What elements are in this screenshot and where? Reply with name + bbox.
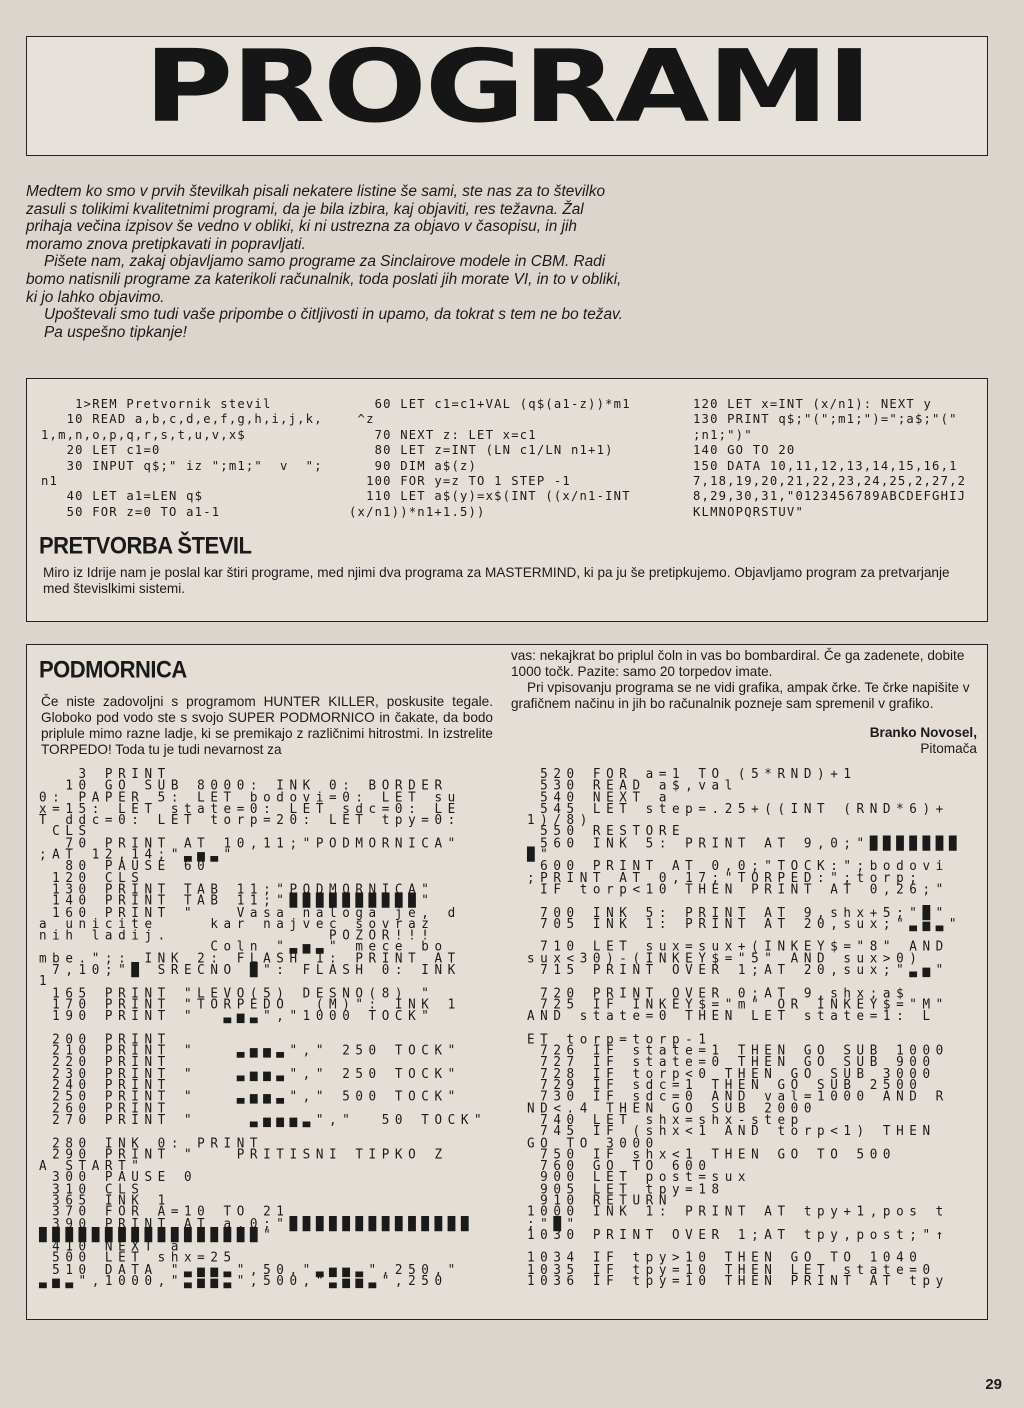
masthead-box [26,28,988,156]
pretvorba-box [26,378,988,622]
intro-paragraph: Medtem ko smo v prvih številkah pisali nekatere listine še sami, ste nas za to številko zasuli s tolikimi kvalitetnimi programi, da je bila izbira, kaj objaviti, res težavna. Žal prihaja večina izpisov še vedno v obliki, ki ni ustrezna za objavo v časopisu, in jih moramo znova pretipkavati in popravljati. [26,183,606,253]
author-place: Pitomača [920,741,977,756]
pretvorba-heading: PRETVORBA ŠTEVIL [39,531,252,560]
code-listing-col3: 120 LET x=INT (x/n1): NEXT y 130 PRINT q$;"(";m1;")=";a$;"(" ;n1;")" 140 GO TO 20 150 DATA 10,11,12,13,14,15,16,1 7,18,19,20,21,22,23,24,25,2,27,2 8,29,30,31,"0123456789ABCDEFGHIJ KLMNOPQRSTUV" [693,397,967,519]
code-listing-col1: 1>REM Pretvornik stevil 10 READ a,b,c,d,e,f,g,h,i,j,k, 1,m,n,o,p,q,r,s,t,u,v,x$ 20 LET c1=0 30 INPUT q$;" iz ";m1;" v "; n1 40 LET a1=LEN q$ 50 FOR z=0 TO a1-1 [41,397,323,519]
podmornica-description: Če niste zadovoljni s programom HUNTER KILLER, poskusite tegale. Globoko pod vodo ste s svojo SUPER PODMORNICO in čakate, da bodo priplule mimo razne ladje, ki se premikajo z različnimi hitrostmi. In izstrelite TORPEDO! Toda tu je tudi nevarnost za [41,694,493,757]
intro-text [26,183,626,341]
podmornica-box [26,644,988,1320]
code-listing-right: 520 FOR a=1 TO (5*RND)+1 530 READ a$,val 540 NEXT a 545 LET step=.25+((INT (RND*6)+ 1)/8) 550 RESTORE 560 INK 5: PRINT AT 9,0;"███████ █" 600 PRINT AT 0,0;"TOCK:";bodovi ;PRINT AT 0,17;"TORPED:";torp; IF torp<10 THEN PRINT AT 0,26;" 700 INK 5: PRINT AT 9,shx+5;"█" 705 INK 1: PRINT AT 20,sux;"▃▅▃" 710 LET sux=sux+(INKEY$="8" AND sux<30)-(INKEY$="5" AND sux>0) 715 PRINT OVER 1;AT 20,sux;"▃▅" 720 PRINT OVER 0;AT 9,shx;a$ 725 IF INKEY$="m" OR INKEY$="M" AND state=0 THEN LET state=1: L ET torp=torp-1 726 IF state=1 THEN GO SUB 1000 727 IF state=0 THEN GO SUB 900 728 IF torp<0 THEN GO SUB 3000 729 IF sdc=1 THEN GO SUB 2500 730 IF sdc=0 AND val=1000 AND R ND<.4 THEN GO SUB 2000 740 LET shx=shx-step 745 IF (shx<1 AND torp<1) THEN GO TO 3000 750 IF shx<1 THEN GO TO 500 760 GO TO 600 900 LET post=sux 905 LET tpy=18 910 RETURN 1000 INK 1: PRINT AT tpy+1,pos t ;"█" 1030 PRINT OVER 1;AT tpy,post;"↑ 1034 IF tpy>10 THEN GO TO 1040 1035 IF tpy=10 THEN LET state=0 1036 IF tpy=10 THEN PRINT AT tpy [527,765,963,1289]
pretvorba-note: Miro iz Idrije nam je poslal kar štiri programe, med njimi dva programa za MASTERMIND, ki pa ju še pretipkujemo. Objavljamo program za pretvarjanje med števislkimi sistemi. [43,565,950,596]
author-name: Branko Novosel, [869,725,977,740]
code-listing-left: 3 PRINT 10 GO SUB 8000: INK 0: BORDER 0: PAPER 5: LET bodovi=0: LET su x=15: LET state=0: LET sdc=0: LE T ddc=0: LET torp=20: LET tpy=0: CLS 70 PRINT AT 10,11;"PODMORNICA" ;AT 12,14;"▃▅▃" 80 PAUSE 60 120 CLS 130 PRINT TAB 11;"PODMORNICA" 140 PRINT TAB 11;"██████████" 160 PRINT " Vasa naloga je, d a unicite kar najvec sovraz nih ladij. POZOR!!! Coln "▃▅▃" mece bo mbe.";: INK 2: FLASH 1: PRINT AT 7,10;"█ SRECNO █": FLASH 0: INK 1 165 PRINT "LEVO(5) DESNO(8) " 170 PRINT "TORPEDO (M)": INK 1 190 PRINT " ▃▅▃","1000 TOCK" 200 PRINT 210 PRINT " ▃▅▅▃"," 250 TOCK" 220 PRINT 230 PRINT " ▃▅▅▃"," 250 TOCK" 240 PRINT 250 PRINT " ▃▅▅▃"," 500 TOCK" 260 PRINT 270 PRINT " ▃▅▅▅▃"," 50 TOCK" 280 INK 0: PRINT 290 PRINT " PRITISNI TIPKO Z A START" 300 PAUSE 0 310 CLS 365 INK 1 370 FOR A=10 TO 21 390 PRINT AT a,0;"██████████████ █████████████████" 410 NEXT a 500 LET shx=25 510 DATA "▃▅▅▃",50,"▃▅▅▃",250," ▃▅▃",1000,"▃▅▅▃",500,"▃▅▅▃",250 [39,765,488,1289]
page-number: 29 [985,1376,1002,1393]
intro-paragraph: Upoštevali smo tudi vaše pripombe o čitljivosti in upamo, da tokrat s tem ne bo težav. [44,306,623,324]
podmornica-right-text [511,648,979,712]
intro-paragraph: Pa uspešno tipkanje! [44,323,187,341]
podmornica-paragraph: vas: nekajkrat bo priplul čoln in vas bo bombardiral. Če ga zadenete, dobite 1000 točk. Pazite: samo 20 torpedov imate. [511,648,965,679]
code-listing-col2: 60 LET c1=c1+VAL (q$(a1-z))*m1 ^z 70 NEXT z: LET x=c1 80 LET z=INT (LN c1/LN n1+1) 90 DIM a$(z) 100 FOR y=z TO 1 STEP -1 110 LET a$(y)=x$(INT ((x/n1-INT (x/n1))*n1+1.5)) [349,397,631,519]
podmornica-paragraph: Pri vpisovanju programa se ne vidi grafika, ampak črke. Te črke napišite v grafičnem načinu in jih bo računalnik pozneje sam spremenil v grafiko. [511,680,970,711]
author-credit [870,725,977,757]
intro-paragraph: Pišete nam, zakaj objavljamo samo programe za Sinclairove modele in CBM. Radi bomo natisnili programe za katerikoli računalnik, toda poslati jih morate VI, in to v obliki, ki jo lahko objavimo. [26,253,622,306]
masthead-title: PROGRAMI [143,28,871,145]
podmornica-heading: PODMORNICA [39,655,187,684]
